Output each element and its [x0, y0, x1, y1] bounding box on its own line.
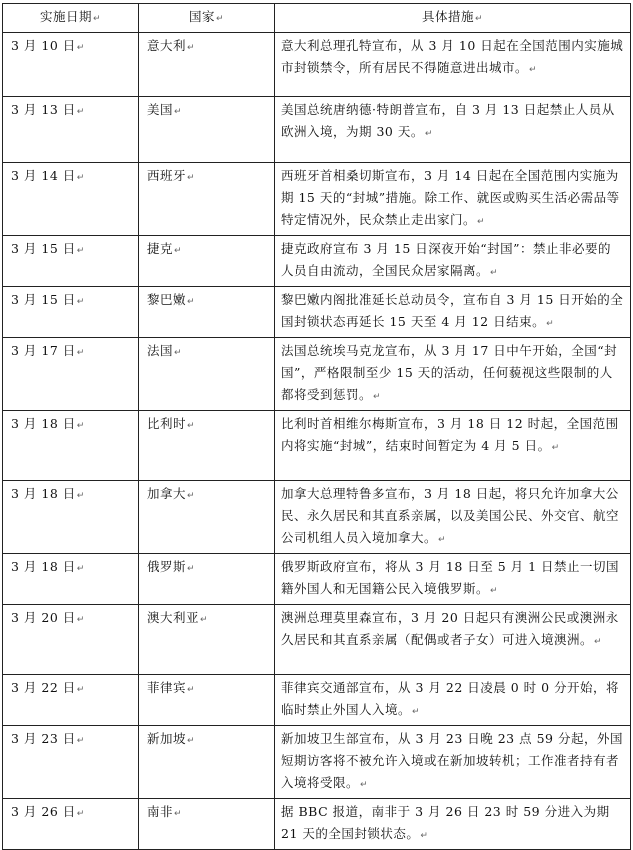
table-row: [3, 163, 631, 236]
date-cell: 3 月 18 日↵: [3, 554, 139, 605]
measure-cell: 捷克政府宣布 3 月 15 日深夜开始“封国”：禁止非必要的人员自由流动，全国民众居家隔离。↵: [275, 236, 631, 287]
measure-cell: 菲律宾交通部宣布，从 3 月 22 日凌晨 0 时 0 分开始，将临时禁止外国人入境。↵: [275, 675, 631, 726]
table-row: [3, 726, 631, 799]
country-cell: 捷克↵: [139, 236, 275, 287]
date-cell: 3 月 18 日↵: [3, 481, 139, 554]
measure-cell: 俄罗斯政府宣布，将从 3 月 18 日至 5 月 1 日禁止一切国籍外国人和无国籍公民入境俄罗斯。↵: [275, 554, 631, 605]
measure-cell: 比利时首相维尔梅斯宣布，3 月 18 日 12 时起，全国范围内将实施“封城”，结束时间暂定为 4 月 5 日。↵: [275, 411, 631, 481]
table-row: [3, 97, 631, 163]
header-measure: 具体措施↵: [275, 4, 631, 33]
country-cell: 美国↵: [139, 97, 275, 163]
date-cell: 3 月 18 日↵: [3, 411, 139, 481]
table-row: [3, 338, 631, 411]
country-cell: 意大利↵: [139, 33, 275, 97]
table-row: [3, 33, 631, 97]
measure-cell: 据 BBC 报道，南非于 3 月 26 日 23 时 59 分进入为期 21 天的全国封锁状态。↵: [275, 799, 631, 850]
date-cell: 3 月 15 日↵: [3, 287, 139, 338]
date-cell: 3 月 14 日↵: [3, 163, 139, 236]
table-row: [3, 605, 631, 675]
table-row: [3, 799, 631, 850]
country-cell: 南非↵: [139, 799, 275, 850]
country-cell: 黎巴嫩↵: [139, 287, 275, 338]
measure-cell: 法国总统埃马克龙宣布，从 3 月 17 日中午开始，全国“封国”，严格限制至少 15 天的活动，任何藐视这些限制的人都将受到惩罚。↵: [275, 338, 631, 411]
country-cell: 菲律宾↵: [139, 675, 275, 726]
table-row: [3, 675, 631, 726]
measure-cell: 意大利总理孔特宣布，从 3 月 10 日起在全国范围内实施城市封锁禁令，所有居民不得随意进出城市。↵: [275, 33, 631, 97]
table-row: [3, 554, 631, 605]
measure-cell: 澳洲总理莫里森宣布，3 月 20 日起只有澳洲公民或澳洲永久居民和其直系亲属（配偶或者子女）可进入境澳洲。↵: [275, 605, 631, 675]
date-cell: 3 月 23 日↵: [3, 726, 139, 799]
measure-cell: 加拿大总理特鲁多宣布，3 月 18 日起，将只允许加拿大公民、永久居民和其直系亲属，以及美国公民、外交官、航空公司机组人员入境加拿大。↵: [275, 481, 631, 554]
date-cell: 3 月 26 日↵: [3, 799, 139, 850]
header-row: [3, 4, 631, 33]
date-cell: 3 月 22 日↵: [3, 675, 139, 726]
table-row: [3, 481, 631, 554]
measure-cell: 新加坡卫生部宣布，从 3 月 23 日晚 23 点 59 分起，外国短期访客将不被允许入境或在新加坡转机；工作准者持有者入境将受限。↵: [275, 726, 631, 799]
date-cell: 3 月 17 日↵: [3, 338, 139, 411]
date-cell: 3 月 13 日↵: [3, 97, 139, 163]
header-country: 国家↵: [139, 4, 275, 33]
country-cell: 比利时↵: [139, 411, 275, 481]
country-cell: 西班牙↵: [139, 163, 275, 236]
country-cell: 俄罗斯↵: [139, 554, 275, 605]
table-row: [3, 287, 631, 338]
measure-cell: 美国总统唐纳德·特朗普宣布，自 3 月 13 日起禁止人员从欧洲入境，为期 30 天。↵: [275, 97, 631, 163]
date-cell: 3 月 15 日↵: [3, 236, 139, 287]
country-cell: 新加坡↵: [139, 726, 275, 799]
date-cell: 3 月 10 日↵: [3, 33, 139, 97]
date-cell: 3 月 20 日↵: [3, 605, 139, 675]
country-cell: 法国↵: [139, 338, 275, 411]
header-date: 实施日期↵: [3, 4, 139, 33]
country-cell: 加拿大↵: [139, 481, 275, 554]
measures-table: [2, 3, 631, 850]
measure-cell: 黎巴嫩内阁批准延长总动员令，宣布自 3 月 15 日开始的全国封锁状态再延长 15 天至 4 月 12 日结束。↵: [275, 287, 631, 338]
table-row: [3, 411, 631, 481]
country-cell: 澳大利亚↵: [139, 605, 275, 675]
measure-cell: 西班牙首相桑切斯宣布，3 月 14 日起在全国范围内实施为期 15 天的“封城”措施。除工作、就医或购买生活必需品等特定情况外，民众禁止走出家门。↵: [275, 163, 631, 236]
table-row: [3, 236, 631, 287]
